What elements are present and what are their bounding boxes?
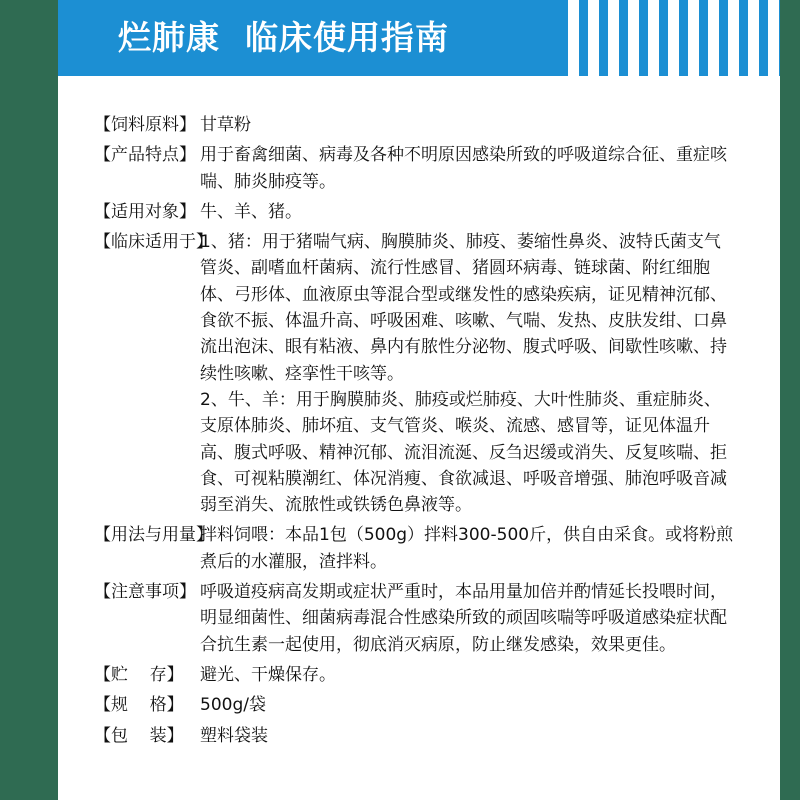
row-usage [94, 522, 734, 575]
row-text: 牛、羊、猪。 [200, 201, 302, 222]
row-storage [94, 662, 734, 688]
row-label: 【贮 存】 [94, 664, 184, 685]
row-text: 500g/袋 [200, 695, 266, 716]
instruction-body [94, 112, 734, 749]
row-feed [94, 112, 734, 138]
row-clinical [94, 229, 734, 518]
header-bar [58, 0, 780, 76]
row-label: 【产品特点】 [94, 145, 196, 166]
row-label: 【规 格】 [94, 695, 184, 716]
clinical-item-cattle-sheep: 2、牛、羊：用于胸膜肺炎、肺疫或烂肺疫、大叶性肺炎、重症肺炎、支原体肺炎、肺坏疽、支气管炎、喉炎、流感、感冒等，证见体温升高、腹式呼吸、精神沉郁、流泪流涎、反刍迟缓或消失、反复咳喘、拒食、可视粘膜潮红、体况消瘦、食欲减退、呼吸音增强、肺泡呼吸音减弱至消失、流脓性或铁锈色鼻液等。 [200, 389, 727, 516]
row-label: 【包 装】 [94, 725, 184, 746]
instruction-sheet [58, 0, 780, 800]
row-text: 塑料袋装 [200, 725, 268, 746]
row-text: 避光、干燥保存。 [200, 664, 336, 685]
row-text: 用于畜禽细菌、病毒及各种不明原因感染所致的呼吸道综合征、重症咳喘、肺炎肺疫等。 [200, 145, 727, 192]
page-title: 烂肺康 临床使用指南 [118, 18, 449, 57]
row-label: 【用法与用量】 [94, 525, 213, 546]
row-text: 呼吸道疫病高发期或症状严重时，本品用量加倍并酌情延长投喂时间，明显细菌性、细菌病毒混合性感染所致的顽固咳喘等呼吸道感染症状配合抗生素一起使用，彻底消灭病原，防止继发感染，效果更佳。 [200, 582, 727, 655]
row-spec [94, 692, 734, 718]
row-package [94, 723, 734, 749]
row-label: 【临床适用于】 [94, 232, 213, 253]
clinical-item-pig: 1、猪：用于猪喘气病、胸膜肺炎、肺疫、萎缩性鼻炎、波特氏菌支气管炎、副嗜血杆菌病、流行性感冒、猪圆环病毒、链球菌、附红细胞体、弓形体、血液原虫等混合型或继发性的感染疾病，证见精神沉郁、食欲不振、体温升高、呼吸困难、咳嗽、气喘、发热、皮肤发绀、口鼻流出泡沫、眼有粘液、鼻内有脓性分泌物、腹式呼吸、间歇性咳嗽、持续性咳嗽、痉挛性干咳等。 [200, 232, 727, 384]
row-text: 拌料饲喂：本品1包（500g）拌料300-500斤，供自由采食。或将粉煎煮后的水灌服，渣拌料。 [200, 525, 734, 572]
row-features [94, 142, 734, 195]
row-text: 甘草粉 [200, 115, 251, 135]
row-targets [94, 199, 734, 225]
row-label: 【饲料原料】 [94, 115, 196, 135]
header-stripes [568, 0, 780, 76]
row-label: 【注意事项】 [94, 582, 196, 603]
row-notes [94, 579, 734, 658]
row-label: 【适用对象】 [94, 201, 196, 222]
